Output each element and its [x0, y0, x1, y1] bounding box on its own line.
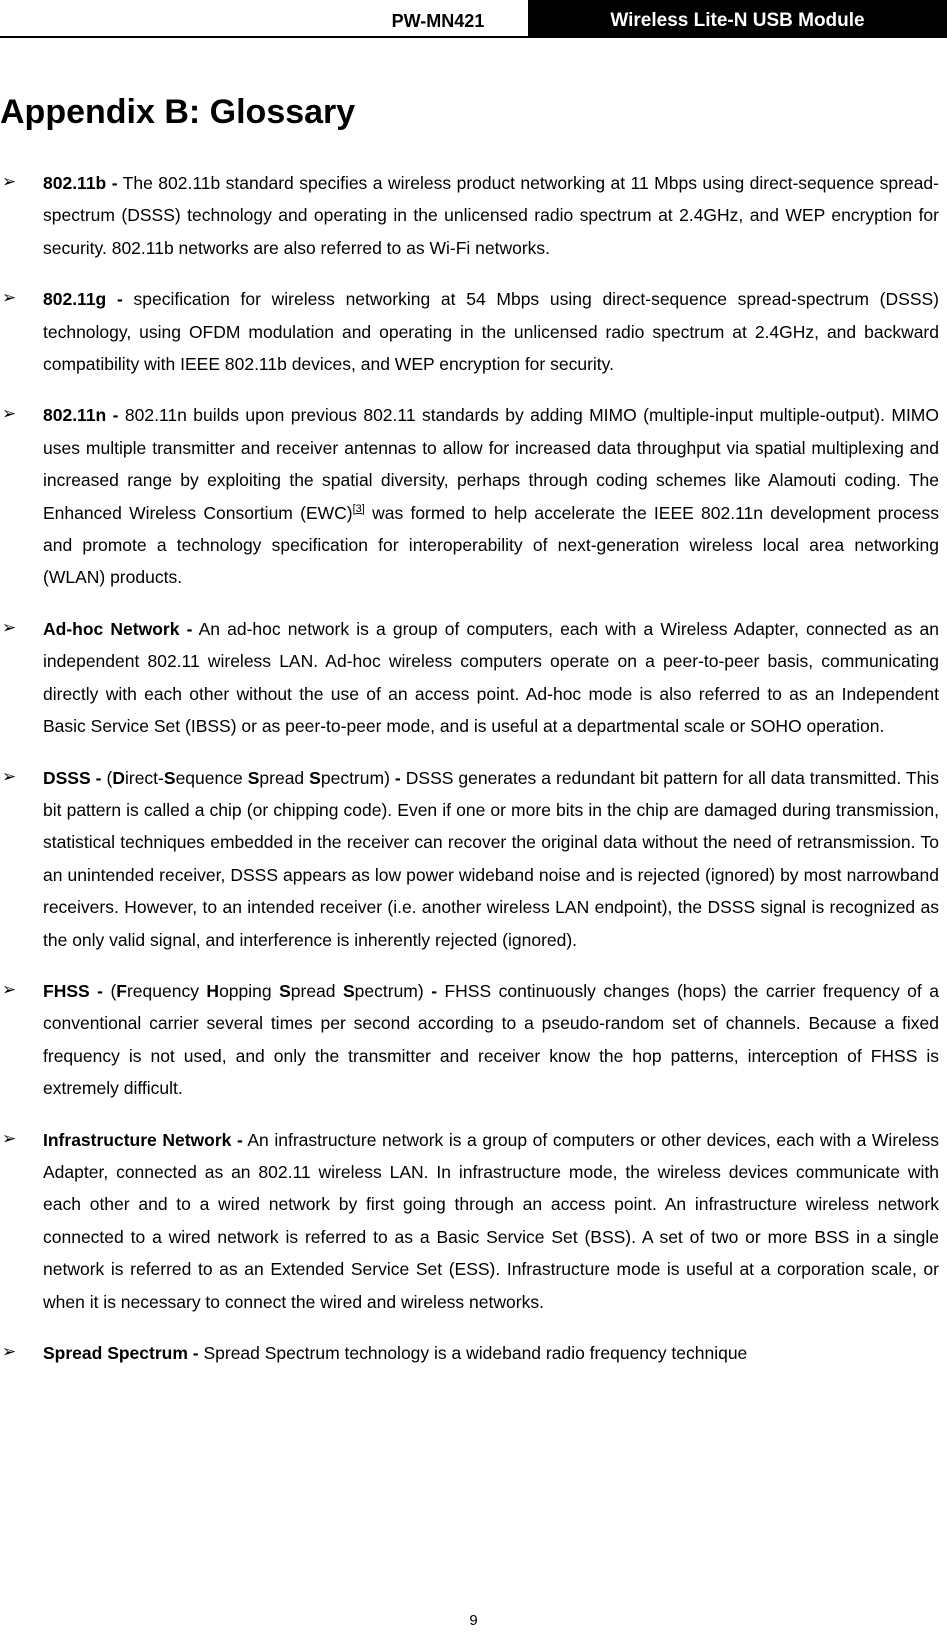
expansion-rest: opping [219, 980, 280, 1001]
entry-term: FHSS - [43, 980, 103, 1001]
expansion-initial: F [116, 980, 127, 1001]
entry-paragraph [43, 399, 939, 593]
arrow-bullet-icon: ➢ [2, 288, 17, 308]
entry-term: 802.11b - [43, 173, 118, 193]
entry-text: DSSS generates a redundant bit pattern for all data transmitted. This bit pattern is called a chip (or chipping code). Even if one or more bits in the chip are damaged during transmission, statistical techniques embedded in the receiver can recover the original data without the need of retransmission. To an unintended receiver, DSSS appears as low power wideband noise and is rejected (ignored) by most narrowband receivers. However, to an intended receiver (i.e. another wireless LAN endpoint), the DSSS signal is recognized as the only valid signal, and interference is inherently rejected (ignored). [43, 767, 939, 950]
model-number: PW-MN421 [391, 11, 485, 31]
entry-text: Spread Spectrum technology is a wideband radio frequency technique [198, 1343, 748, 1363]
entry-term: 802.11g - [43, 289, 123, 310]
entry-paragraph [43, 283, 939, 380]
expansion-initial: S [342, 980, 355, 1001]
arrow-bullet-icon: ➢ [2, 617, 17, 637]
expansion-rest: pread [290, 980, 343, 1001]
expansion-rest: irect- [124, 767, 164, 788]
expansion-dash: - [394, 767, 401, 788]
page-header [0, 0, 947, 38]
product-name: Wireless Lite-N USB Module [528, 0, 947, 37]
glossary-entry-fhss [0, 975, 939, 1105]
expansion-rest: requency [126, 980, 207, 1001]
page-number: 9 [469, 1612, 478, 1629]
arrow-bullet-icon: ➢ [2, 172, 17, 191]
glossary-entry-dsss [0, 762, 939, 956]
entry-text: 802.11n builds upon previous 802.11 standards by adding MIMO (multiple-input multiple-output). MIMO uses multiple transmitter and receiver antennas to allow for increased data throughput via spatial multiplexing and increased range by exploiting the spatial diversity, perhaps through coding schemes like Alamouti coding. The Enhanced Wireless Consortium (EWC) [43, 405, 939, 523]
entry-paragraph [43, 762, 939, 956]
entry-paragraph [43, 1124, 939, 1318]
term-expansion: (Frequency Hopping Spread Spectrum) [110, 980, 424, 1001]
expansion-initial: H [206, 980, 220, 1001]
reference-link[interactable]: [3] [352, 502, 365, 515]
arrow-bullet-icon: ➢ [2, 1342, 17, 1361]
entry-term: 802.11n - [43, 405, 119, 426]
entry-paragraph [43, 167, 939, 264]
glossary-entry-802-11n [0, 399, 939, 593]
arrow-bullet-icon: ➢ [2, 1128, 17, 1148]
glossary-list [0, 167, 947, 1388]
expansion-rest: pectrum [320, 767, 385, 788]
entry-text: FHSS continuously changes (hops) the carrier frequency of a conventional carrier several times per second according to a pseudo-random set of channels. Because a fixed frequency is not used, and only the transmitter and receiver know the hop patterns, interception of FHSS is extremely difficult. [43, 980, 939, 1099]
entry-text: The 802.11b standard specifies a wireless product networking at 11 Mbps using direct-sequence spread-spectrum (DSSS) technology and operating in the unlicensed radio spectrum at 2.4GHz, and WEP encryption for security. 802.11b networks are also referred to as Wi-Fi networks. [43, 173, 939, 258]
glossary-entry-802-11g [0, 283, 939, 380]
entry-text: An infrastructure network is a group of computers or other devices, each with a Wireless Adapter, connected as an 802.11 wireless LAN. In infrastructure mode, the wireless devices communicate with each other and to a wired network by first going through an access point. An infrastructure wireless network connected to a wired network is referred to as a Basic Service Set (BSS). A set of two or more BSS in a single network is referred to as an Extended Service Set (ESS). Infrastructure mode is useful at a corporation scale, or when it is necessary to connect the wired and wireless networks. [43, 1129, 939, 1312]
glossary-entry-ad-hoc-network [0, 613, 939, 743]
entry-term: Infrastructure Network - [43, 1129, 243, 1150]
arrow-bullet-icon: ➢ [2, 766, 17, 786]
entry-term: Ad-hoc Network - [43, 618, 193, 639]
entry-paragraph [43, 613, 939, 743]
entry-text: An ad-hoc network is a group of computers, each with a Wireless Adapter, connected as an independent 802.11 wireless LAN. Ad-hoc wireless computers operate on a peer-to-peer basis, communicating directly with each other without the use of an access point. Ad-hoc mode is also referred to as an Independent Basic Service Set (IBSS) or as peer-to-peer mode, and is useful at a departmental scale or SOHO operation. [43, 618, 939, 737]
expansion-dash: - [431, 980, 438, 1001]
expansion-initial: S [309, 767, 321, 788]
page-title: Appendix B: Glossary [0, 93, 356, 131]
arrow-bullet-icon: ➢ [2, 404, 17, 424]
entry-term: Spread Spectrum - [43, 1343, 199, 1363]
glossary-entry-spread-spectrum [0, 1337, 939, 1369]
glossary-entry-infrastructure-network [0, 1124, 939, 1318]
term-expansion: (Direct-Sequence Spread Spectrum) [106, 767, 390, 788]
entry-text: specification for wireless networking at 54 Mbps using direct-sequence spread-spectrum (DSSS) technology, using OFDM modulation and operating in the unlicensed radio spectrum at 2.4GHz, and backward compatibility with IEEE 802.11b devices, and WEP encryption for security. [43, 289, 939, 375]
expansion-initial: S [163, 767, 176, 788]
expansion-rest: pread [259, 767, 310, 788]
expansion-initial: S [247, 767, 260, 788]
arrow-bullet-icon: ➢ [2, 979, 17, 999]
entry-paragraph [43, 975, 939, 1105]
entry-text-continued: was formed to help accelerate the IEEE 802.11n development process and promote a technology specification for interoperability of next-generation wireless local area networking (WLAN) products. [43, 502, 939, 588]
expansion-initial: D [112, 767, 125, 788]
entry-paragraph [43, 1337, 939, 1369]
expansion-initial: S [279, 980, 291, 1001]
expansion-rest: pectrum [354, 980, 418, 1001]
expansion-rest: equence [175, 767, 248, 788]
glossary-entry-802-11b [0, 167, 939, 264]
entry-term: DSSS - [43, 767, 102, 788]
